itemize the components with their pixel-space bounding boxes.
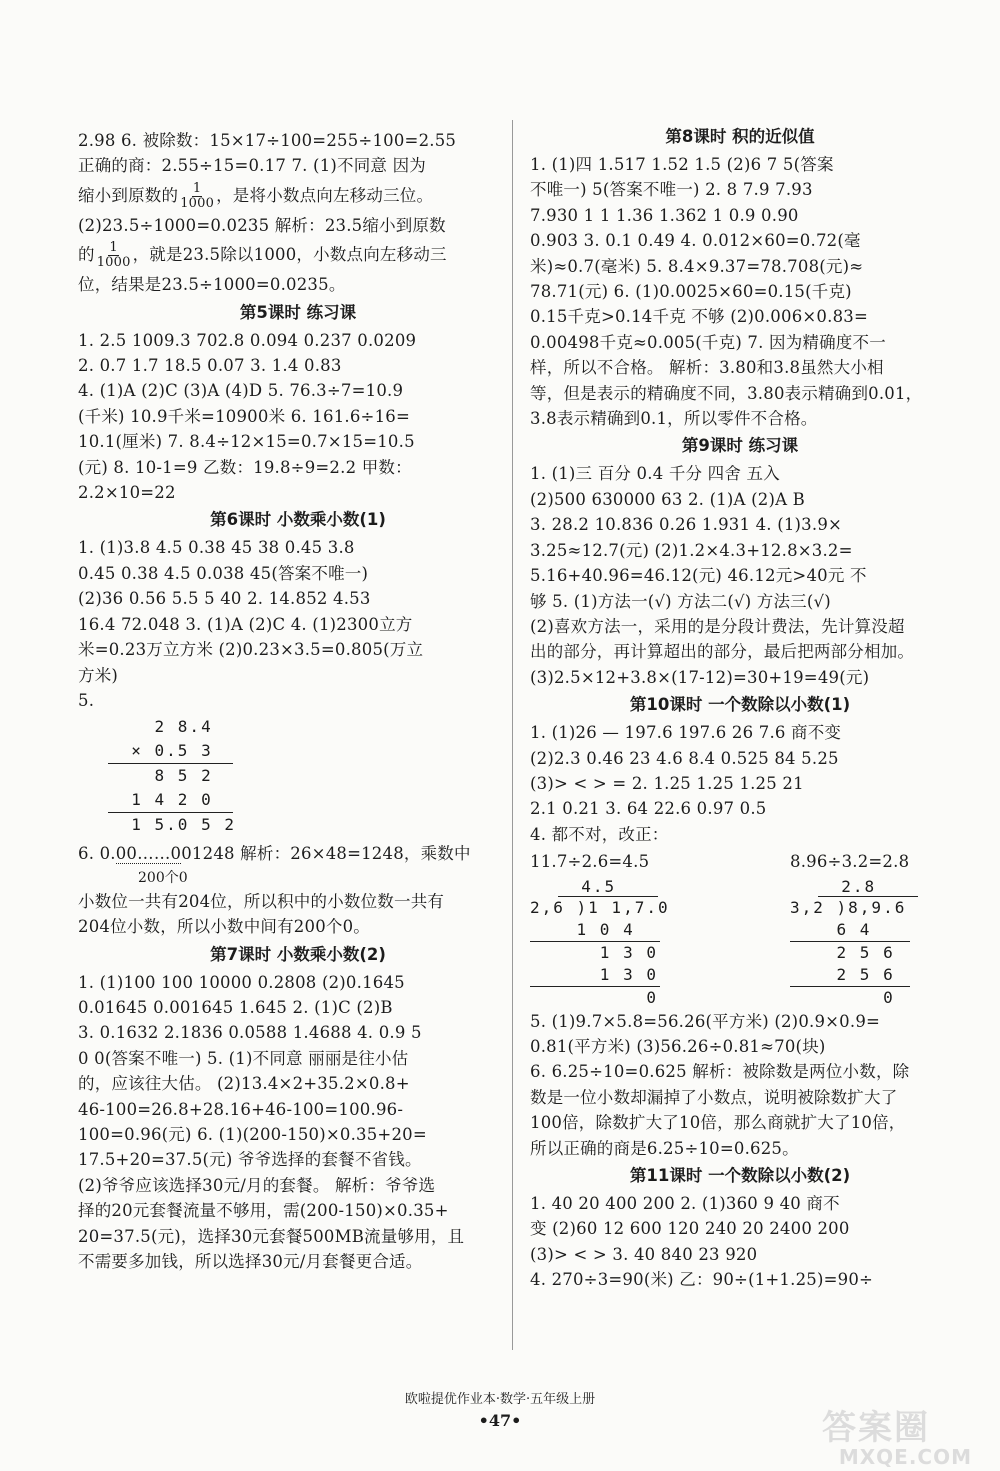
text-line: 择的20元套餐流量不够用，需(200-150)×0.35+	[78, 1201, 449, 1221]
text-line: 1. (1)三 百分 0.4 千分 四舍 五入	[530, 464, 780, 484]
division-step: 2 5 6	[790, 942, 895, 962]
text-line: 样，所以不合格。 解析：3.80和3.8虽然大小相	[530, 358, 884, 378]
text-line: 1. (1)100 100 10000 0.2808 (2)0.1645	[78, 972, 405, 992]
text-line: 正确的商：2.55÷15=0.17 7. (1)不同意 因为	[78, 156, 426, 176]
text-line: 所以正确的商是6.25÷10=0.625。	[530, 1138, 799, 1158]
text-line: 6. 6.25÷10=0.625 解析：被除数是两位小数，除	[530, 1062, 910, 1082]
text-line: 够 5. (1)方法一(√) 方法二(√) 方法三(√)	[530, 591, 831, 611]
calc-row: 8 5 2	[108, 766, 213, 786]
calc-row: × 0.5 3	[108, 739, 233, 764]
calc-row: 2 8.4	[108, 717, 213, 737]
text-line: 3.25≈12.7(元) (2)1.2×4.3+12.8×3.2=	[530, 540, 853, 560]
text-line: 2. 0.7 1.7 18.5 0.07 3. 1.4 0.83	[78, 356, 342, 376]
lesson-7-answers	[78, 970, 518, 1275]
lesson-heading: 第7课时 小数乘小数(2)	[210, 944, 386, 964]
text-line: 78.71(元) 6. (1)0.0025×60=0.15(千克)	[530, 282, 852, 302]
brace-note: 200个0	[138, 869, 188, 886]
lesson-heading: 第10课时 一个数除以小数(1)	[629, 695, 851, 715]
division-step: 3,2 )8,9.6	[790, 897, 907, 917]
long-division-left	[530, 877, 710, 1009]
text-line: 出的部分，再计算超出的部分，最后把两部分相加。	[530, 642, 915, 662]
watermark-url: MXQE.COM	[838, 1445, 972, 1469]
text-line-with-fraction: 的 $\frac{1}{1000}$ ，就是23.5除以1000，小数点向左移动三	[78, 240, 447, 271]
text-line: 100=0.96(元) 6. (1)(200-150)×0.35+20=	[78, 1124, 427, 1144]
text-line: (2)500 630000 63 2. (1)A (2)A B	[530, 489, 805, 509]
division-step: 1 0 4	[530, 919, 660, 942]
lesson-10-answers	[530, 720, 950, 1161]
text-line: 0 0(答案不唯一) 5. (1)不同意 丽丽是往小估	[78, 1048, 409, 1068]
text-line: 6. 0.00……001248 解析：26×48=1248，乘数中	[78, 844, 471, 864]
fraction: $\frac{1}{1000}$	[96, 240, 131, 271]
text-line: (2)爷爷应该选择30元/月的套餐。 解析：爷爷选	[78, 1175, 436, 1195]
lesson-heading: 第11课时 一个数除以小数(2)	[629, 1166, 851, 1185]
text-line: 20=37.5(元)，选择30元套餐500MB流量够用，且	[78, 1226, 465, 1246]
text-line: 0.15千克>0.14千克 不够 (2)0.006×0.83=	[530, 307, 868, 327]
lesson-heading: 第6课时 小数乘小数(1)	[210, 510, 386, 530]
text-line: 1. (1)26 — 197.6 197.6 26 7.6 商不变	[530, 723, 842, 743]
text-line: 4. 270÷3=90(米) 乙：90÷(1+1.25)=90÷	[530, 1270, 874, 1290]
text-line: 数是一位小数却漏掉了小数点，说明被除数扩大了	[530, 1087, 898, 1107]
text-line-with-fraction: 缩小到原数的 $\frac{1}{1000}$ ，是将小数点向左移动三位。	[78, 180, 434, 211]
text-line: 7.930 1 1 1.36 1.362 1 0.9 0.90	[530, 205, 799, 225]
text-line: 5.16+40.96=46.12(元) 46.12元>40元 不	[530, 566, 867, 586]
lesson-6-answers	[78, 535, 518, 939]
text-line: 方米)	[78, 665, 119, 685]
corrected-equations	[530, 849, 950, 874]
text-line: 3.8表示精确到0.1，所以零件不合格。	[530, 409, 818, 429]
right-column	[530, 122, 950, 1293]
text-line: (3)> < > 3. 40 840 23 920	[530, 1244, 758, 1264]
text-line: 不唯一) 5(答案不唯一) 2. 8 7.9 7.93	[530, 180, 813, 200]
division-step: 1 3 0	[530, 942, 658, 962]
text-line: 0.903 3. 0.1 0.49 4. 0.012×60=0.72(毫	[530, 231, 861, 251]
text-line: 1. (1)四 1.517 1.52 1.5 (2)6 7 5(答案	[530, 155, 834, 174]
text-line: 5. (1)9.7×5.8=56.26(平方米) (2)0.9×0.9=	[530, 1011, 881, 1031]
lesson-heading: 第8课时 积的近似值	[665, 127, 815, 146]
text-line: 0.00498千克≈0.005(千克) 7. 因为精确度不一	[530, 332, 886, 352]
quotient: 4.5	[558, 877, 658, 897]
lesson-5-answers	[78, 328, 518, 506]
fraction: $\frac{1}{1000}$	[180, 180, 215, 211]
book-footer: 欧啦提优作业本·数学·五年级上册	[404, 1392, 596, 1407]
page-number: •47•	[478, 1411, 522, 1430]
text-line: 2.98 6. 被除数：15×17÷100=255÷100=2.55	[78, 131, 457, 150]
text-line: 4. (1)A (2)C (3)A (4)D 5. 76.3÷7=10.9	[78, 381, 404, 401]
text-line: (3)2.5×12+3.8×(17-12)=30+19=49(元)	[530, 667, 870, 687]
text-line: 3. 0.1632 2.1836 0.0588 1.4688 4. 0.9 5	[78, 1023, 422, 1043]
division-step: 2 5 6	[790, 964, 910, 987]
text-line: 米=0.23万立方米 (2)0.23×3.5=0.805(万立	[78, 640, 424, 660]
text-line: 小数位一共有204位，所以积中的小数位数一共有	[78, 891, 445, 911]
text-line: (2)23.5÷1000=0.0235 解析：23.5缩小到原数	[78, 215, 446, 235]
left-column	[78, 128, 518, 1274]
text-line: 16.4 72.048 3. (1)A (2)C 4. (1)2300立方	[78, 614, 413, 634]
lesson-11-answers	[530, 1191, 950, 1293]
calc-row: 1 5.0 5 2	[108, 815, 236, 835]
division-step: 2,6 )1 1,7.0	[530, 897, 670, 917]
division-step: 0	[790, 987, 895, 1007]
quotient: 2.8	[818, 877, 918, 897]
text-line: 变 (2)60 12 600 120 240 20 2400 200	[530, 1219, 850, 1239]
text-line: 204位小数，所以小数中间有200个0。	[78, 917, 370, 937]
long-division-row	[530, 877, 950, 1009]
division-step: 1 3 0	[530, 964, 660, 987]
text-line: 3. 28.2 10.836 0.26 1.931 4. (1)3.9×	[530, 515, 843, 535]
question-label: 5.	[78, 690, 95, 710]
lesson-8-answers	[530, 152, 950, 431]
equation-left: 11.7÷2.6=4.5	[530, 852, 650, 872]
division-step: 0	[530, 987, 658, 1007]
lesson-heading: 第9课时 练习课	[681, 436, 799, 456]
text-line: 的，应该往大估。 (2)13.4×2+35.2×0.8+	[78, 1074, 410, 1094]
text-line: 4. 都不对，改正：	[530, 824, 669, 844]
text-line: 等，但是表示的精确度不同，3.80表示精确到0.01，	[530, 383, 923, 403]
text-line: 米)≈0.7(毫米) 5. 8.4×9.37=78.708(元)≈	[530, 256, 864, 276]
text-line: 0.45 0.38 4.5 0.038 45(答案不唯一)	[78, 563, 369, 583]
text-line: (3)> < > = 2. 1.25 1.25 1.25 21	[530, 773, 804, 793]
text-line: 1. 2.5 1009.3 702.8 0.094 0.237 0.0209	[78, 330, 417, 350]
long-division-right	[790, 877, 918, 1009]
watermark-text: 答案圈	[822, 1408, 930, 1448]
text-line: 0.01645 0.001645 1.645 2. (1)C (2)B	[78, 997, 393, 1017]
repeated-zeros: 00……0	[115, 844, 182, 864]
text-line: 100倍，除数扩大了10倍，那么商就扩大了10倍，	[530, 1113, 906, 1133]
text-line: 10.1(厘米) 7. 8.4÷12×15=0.7×15=10.5	[78, 432, 415, 452]
text-line: 46-100=26.8+28.16+46-100=100.96-	[78, 1099, 404, 1119]
text-line: 位，结果是23.5÷1000=0.0235。	[78, 275, 346, 295]
lesson-heading: 第5课时 练习课	[239, 302, 357, 322]
text-line: (千米) 10.9千米=10900米 6. 161.6÷16=	[78, 406, 410, 426]
text-line: (2)2.3 0.46 23 4.6 8.4 0.525 84 5.25	[530, 748, 839, 768]
text-line: 17.5+20=37.5(元) 爷爷选择的套餐不省钱。	[78, 1150, 422, 1170]
watermark-logo	[822, 1400, 972, 1469]
text-line: (2)36 0.56 5.5 5 40 2. 14.852 4.53	[78, 589, 371, 609]
text-line: 1. 40 20 400 200 2. (1)360 9 40 商不	[530, 1194, 840, 1213]
text-line: 2.2×10=22	[78, 483, 176, 503]
text-line: 0.81(平方米) (3)56.26÷0.81≈70(块)	[530, 1036, 826, 1056]
calc-row: 1 4 2 0	[108, 788, 233, 813]
text-line: (2)喜欢方法一，采用的是分段计费法，先计算没超	[530, 616, 905, 636]
text-line: 不需要多加钱，所以选择30元/月套餐更合适。	[78, 1252, 423, 1271]
division-step: 6 4	[790, 919, 910, 942]
lesson-9-answers	[530, 461, 950, 690]
text-line: 1. (1)3.8 4.5 0.38 45 38 0.45 3.8	[78, 538, 355, 558]
vertical-multiplication	[108, 715, 518, 837]
text-line: 2.1 0.21 3. 64 22.6 0.97 0.5	[530, 799, 767, 819]
equation-right: 8.96÷3.2=2.8	[790, 852, 910, 872]
text-line: (元) 8. 10-1=9 乙数：19.8÷9=2.2 甲数：	[78, 457, 412, 477]
